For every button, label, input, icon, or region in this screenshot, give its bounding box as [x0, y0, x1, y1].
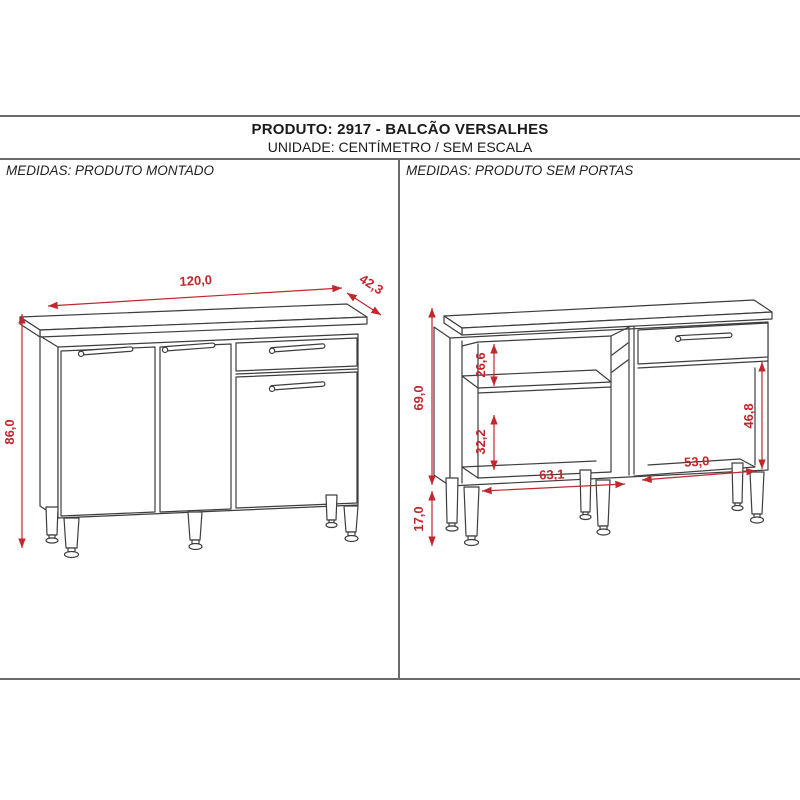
back-left-leg [46, 507, 58, 543]
dim-body-height [411, 308, 432, 485]
carcass-cabinet [434, 300, 772, 546]
front-middle-leg [188, 512, 202, 550]
dim-depth-label: 42,3 [356, 271, 387, 298]
right-panel-carcass [400, 160, 800, 678]
left-panel-assembled [0, 160, 400, 678]
drawing-panels [0, 160, 800, 680]
dim-lower-opening-label: 32,2 [473, 429, 488, 455]
dim-upper-opening-label: 26,6 [473, 352, 488, 378]
dim-right-compartment-label: 53,0 [683, 453, 710, 470]
back-right-leg [326, 495, 337, 528]
dim-leg-height-label: 17,0 [411, 506, 426, 532]
right-door [236, 372, 357, 508]
dim-body-height-label: 69,0 [411, 385, 426, 411]
middle-door [160, 344, 231, 512]
left-panel-header: MEDIDAS: PRODUTO MONTADO [6, 163, 215, 178]
right-panel-header: MEDIDAS: PRODUTO SEM PORTAS [406, 163, 634, 178]
dim-width [48, 272, 342, 306]
title-block [0, 115, 800, 160]
countertop [20, 304, 367, 337]
front-middle-leg [596, 480, 610, 535]
assembled-product-drawing [0, 160, 400, 676]
dim-height-label: 86,0 [2, 419, 17, 445]
back-middle-leg [580, 470, 591, 520]
unit-subtitle: UNIDADE: CENTÍMETRO / SEM ESCALA [267, 139, 533, 155]
dim-right-opening-label: 46,8 [741, 403, 756, 429]
dim-width-label: 120,0 [179, 272, 213, 289]
carcass-drawing [400, 160, 800, 676]
dim-height [2, 314, 22, 548]
back-left-leg [446, 478, 458, 531]
dim-left-compartment-label: 63,1 [538, 466, 565, 483]
front-left-leg [464, 487, 479, 546]
left-door [61, 347, 155, 516]
front-right-leg [344, 506, 358, 542]
front-left-leg [64, 518, 79, 558]
product-title: PRODUTO: 2917 - BALCÃO VERSALHES [251, 121, 549, 138]
assembled-cabinet [20, 304, 367, 558]
dim-leg-height [411, 491, 432, 546]
front-right-leg [750, 472, 764, 523]
back-right-leg [732, 463, 743, 511]
